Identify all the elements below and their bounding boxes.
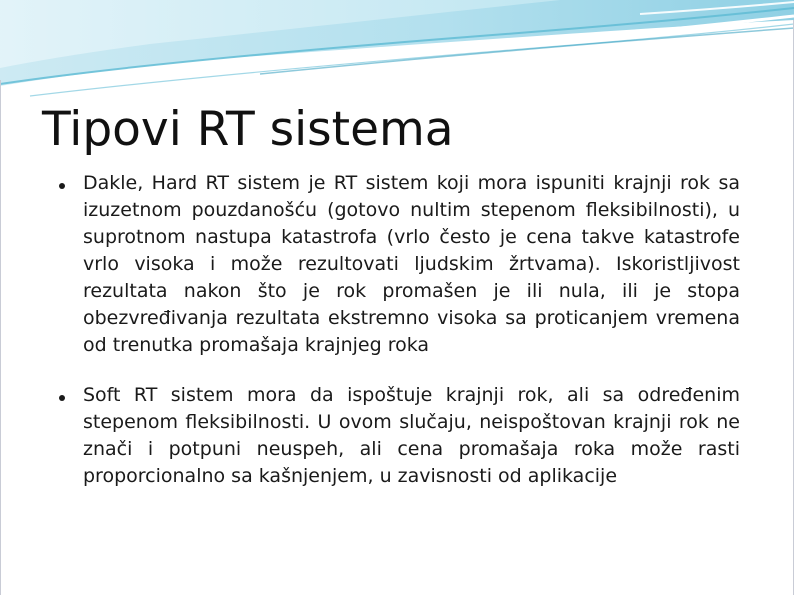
- bullet-dot-icon: [59, 395, 65, 401]
- bullet-text: Soft RT sistem mora da ispoštuje krajnji rok, ali sa određenim stepenom fleksibilnosti. U ovom slučaju, neispoštovan krajnji rok ne znači i potpuni neuspeh, ali cena promašaja roka može rasti proporcionalno sa kašnjenjem, u zavisnosti od aplikacije: [83, 384, 740, 487]
- bullet-item-hard-rt: [58, 170, 740, 359]
- header-wave-decoration: [0, 0, 794, 100]
- slide-title: Tipovi RT sistema: [42, 102, 454, 157]
- bullet-text: Dakle, Hard RT sistem je RT sistem koji mora ispuniti krajnji rok sa izuzetnom pouzdanošću (gotovo nultim stepenom fleksibilnosti), u suprotnom nastupa katastrofa (vrlo često je cena takve katastrofe vrlo visoka i može rezultovati ljudskim žrtvama). Iskoristljivost rezultata nakon što je rok promašen je ili nula, ili je stopa obezvređivanja rezultata ekstremno visoka sa proticanjem vremena od trenutka promašaja krajnjeg roka: [83, 172, 740, 356]
- bullet-dot-icon: [59, 183, 65, 189]
- bullet-list: [58, 170, 740, 513]
- left-border: [0, 80, 1, 595]
- bullet-item-soft-rt: [58, 382, 740, 490]
